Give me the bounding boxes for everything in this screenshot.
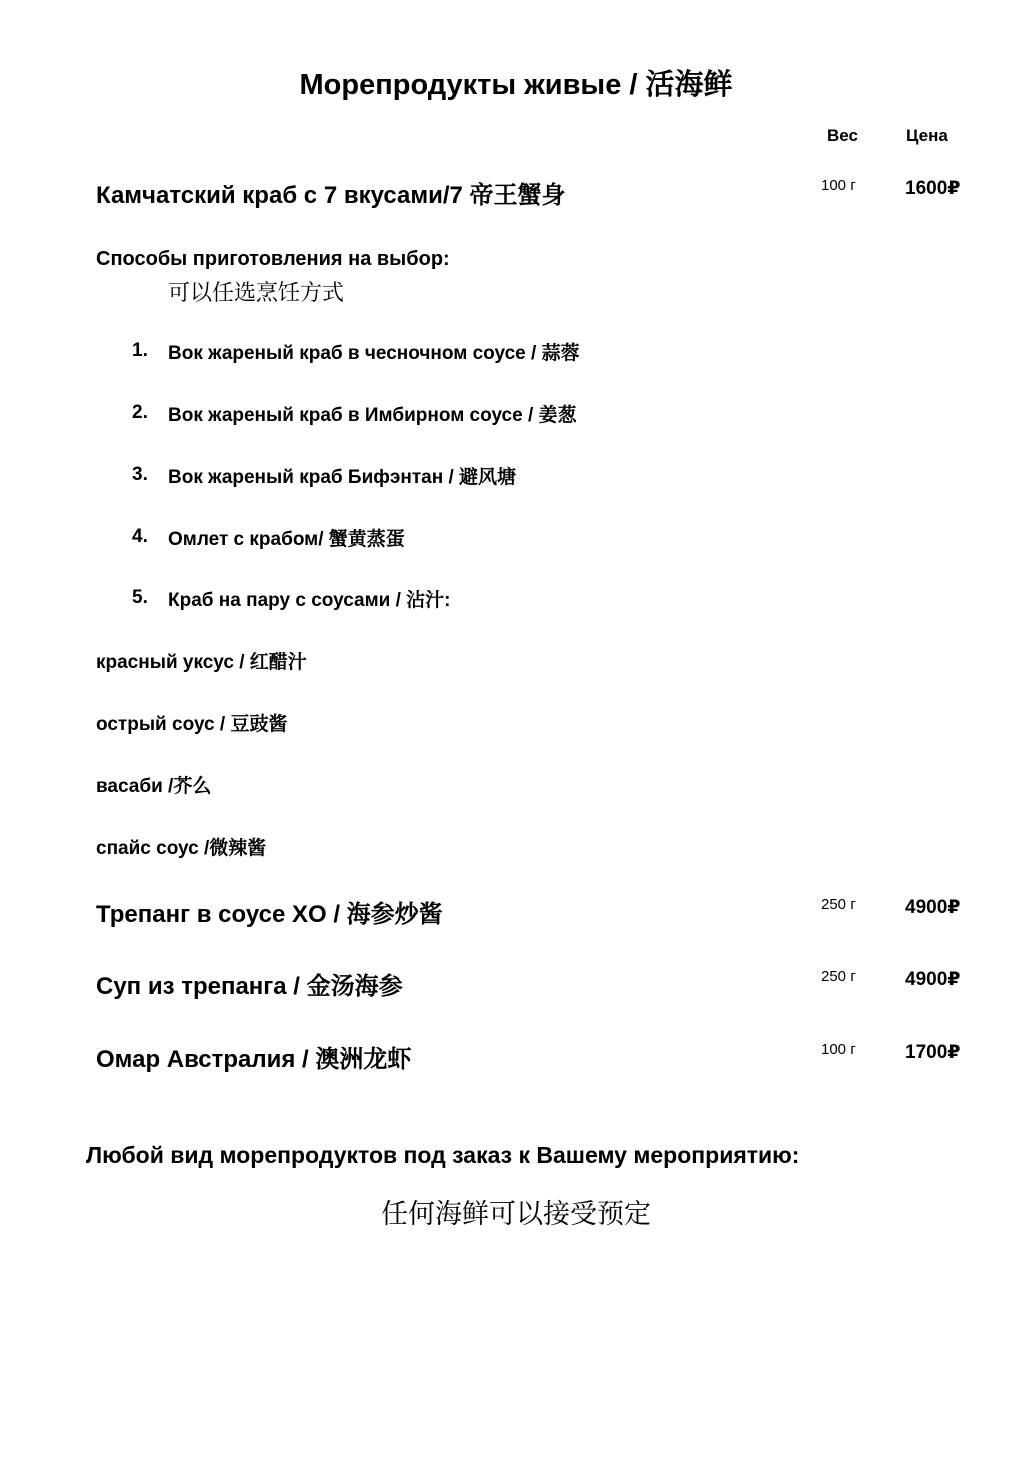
sauce-item: васаби /芥么: [96, 776, 212, 797]
option-number: 3.: [132, 464, 148, 485]
dish-price: 1700₽: [905, 1042, 961, 1063]
option-text: Вок жареный краб Бифэнтан / 避风塘: [168, 467, 517, 488]
option-number: 5.: [132, 587, 148, 608]
option-number: 2.: [132, 402, 148, 423]
dish-name: Трепанг в соусе XO / 海参炒酱: [96, 901, 443, 928]
dish-weight: 100 г: [821, 1041, 856, 1058]
cooking-methods-label-cn: 可以任选烹饪方式: [168, 280, 345, 305]
sauce-item: спайс соус /微辣酱: [96, 838, 267, 859]
weight-column-header: Вес: [827, 126, 858, 145]
dish-name: Суп из трепанга / 金汤海参: [96, 973, 403, 1000]
option-number: 1.: [132, 340, 148, 361]
option-text: Омлет с крабом/ 蟹黄蒸蛋: [168, 529, 405, 550]
dish-name: Омар Австралия / 澳洲龙虾: [96, 1046, 412, 1073]
dish-price: 4900₽: [905, 969, 961, 990]
dish-weight: 250 г: [821, 896, 856, 913]
dish-weight: 100 г: [821, 177, 856, 194]
sauce-item: острый соус / 豆豉酱: [96, 714, 288, 735]
price-column-header: Цена: [906, 126, 948, 145]
page-title: Морепродукты живые / 活海鲜: [299, 69, 733, 101]
cooking-methods-label: Способы приготовления на выбор:: [96, 248, 450, 270]
option-number: 4.: [132, 526, 148, 547]
dish-price: 4900₽: [905, 897, 961, 918]
option-text: Вок жареный краб в чесночном соусе / 蒜蓉: [168, 343, 580, 364]
dish-weight: 250 г: [821, 968, 856, 985]
sauce-item: красный уксус / 红醋汁: [96, 652, 307, 673]
footer-note-cn: 任何海鲜可以接受预定: [381, 1199, 651, 1229]
dish-name: Камчатский краб с 7 вкусами/7 帝王蟹身: [96, 182, 566, 209]
dish-price: 1600₽: [905, 178, 961, 199]
option-text: Вок жареный краб в Имбирном соусе / 姜葱: [168, 405, 577, 426]
option-text: Краб на пару с соусами / 沾汁:: [168, 590, 451, 611]
footer-note: Любой вид морепродуктов под заказ к Вашему мероприятию:: [86, 1142, 800, 1168]
